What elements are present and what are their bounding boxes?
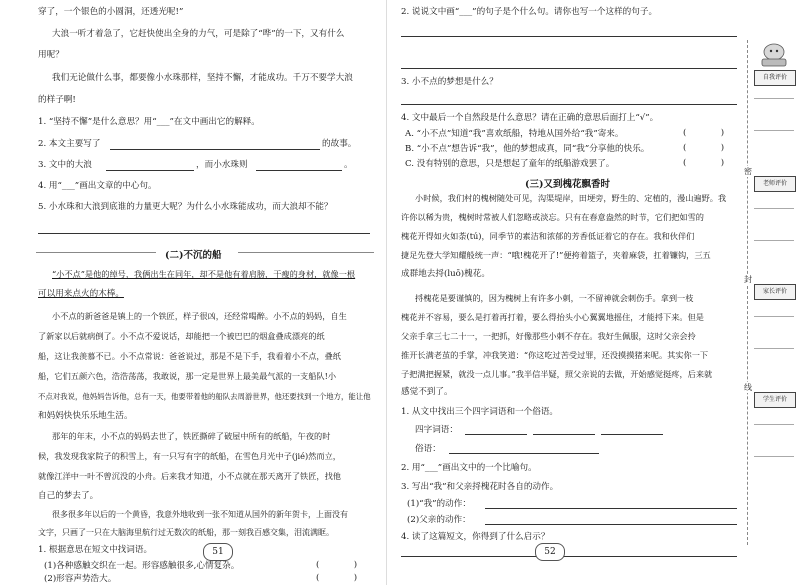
question-suffix: 的故事。 (322, 139, 357, 149)
sidebar-rule (754, 424, 794, 425)
answer-line[interactable] (401, 36, 737, 37)
story-line: 捷足先登大学知耀般统一声：“哦!槐花开了!”便挎着篮子，夹着麻袋，扛着镰钩，三五 (401, 250, 711, 260)
story-line: 文字，只画了一只在大脑海里航行过无数次的纸船，那一刻我百感交集，泪流满眶。 (38, 528, 334, 537)
question-item: (1)各种感触交织在一起。形容感触很多,心情复杂。 (44, 561, 240, 571)
story-line: 那年的年末，小不点的妈妈去世了，铁匠撕碎了破屋中所有的纸船，午夜的时 (52, 431, 331, 441)
question: 2. 本文主要写了 (38, 139, 101, 149)
answer-paren[interactable]: ( ) (316, 560, 358, 570)
answer-line[interactable] (38, 233, 370, 234)
question-label: 四字词语： (415, 425, 458, 435)
answer-line[interactable] (533, 434, 595, 435)
page-number: 51 (203, 543, 233, 561)
question: 3. 文中的大浪 (38, 160, 92, 170)
story-line: 候，我发现我家院子的积雪上，有一只写有字的纸船，在雪色月光中子(jié)然而立， (38, 451, 341, 461)
answer-line[interactable] (256, 170, 342, 171)
check-paren-c[interactable]: ( ) (683, 158, 725, 168)
story-line: 父亲手拿三七二十一，一把抓，好像那些小刺不存在。我好生佩服，这时父亲会拎 (401, 331, 696, 341)
question: 4. 文中最后一个自然段是什么意思？请在正确的意思后面打上“√”。 (401, 113, 659, 123)
question-label: (2)父亲的动作： (407, 515, 471, 525)
sidebar-rule (754, 98, 794, 99)
question: 2. 说说文中画“___”的句子是个什么句。请你也写一个这样的句子。 (401, 7, 658, 17)
story-line: “小不点”是他的绰号，我俩出生在同年，却不是他有着肩膀，干瘦的身材，就像一根 (52, 269, 356, 279)
story-line: 我们无论做什么事，都要像小水珠那样，坚持不懈，才能成功。千万不要学大浪 (52, 73, 353, 83)
question: 3. 写出“我”和父亲捋槐花时各自的动作。 (401, 482, 559, 492)
question: 4. 用“___”画出文章的中心句。 (38, 181, 157, 191)
story-line: 槐花并不容易，要么是打着再打着，要么得抬头小心翼翼地摇住，才能捋下来。但是 (401, 312, 704, 322)
story-line: 穿了，一个银色的小圆洞，还透光呢!” (38, 7, 184, 17)
sidebar-rule (754, 348, 794, 349)
question-label: (1)“我”的动作： (407, 499, 471, 509)
story-line: 了新家以后就病倒了。小不点不爱说话，却能把一个被巴巴的烟盒叠成漂亮的纸 (38, 331, 325, 341)
story-line: 用呢？ (38, 50, 64, 60)
question-suffix: 。 (344, 160, 353, 170)
section-title: (二)不沉的船 (165, 250, 222, 261)
story-line: 可以用来点火的木棒。 (38, 289, 124, 299)
question: 1. “坚持不懈”是什么意思？用“___”在文中画出它的解释。 (38, 117, 260, 127)
page-number: 52 (535, 543, 565, 561)
story-line: 捋槐花是要谨慎的，因为槐树上有许多小刺，一不留神就会刺伤手。拿到一枝 (415, 293, 694, 303)
story-line: 的样子啊! (38, 95, 76, 105)
answer-line[interactable] (449, 453, 599, 454)
story-line: 不点对我说，他妈妈告诉他，总有一天，他要带着他的船队去周游世界，他还要找到一个地方，能让他 (38, 392, 371, 401)
question: 1. 根据意思在短文中找词语。 (38, 545, 153, 555)
sidebar-rule (754, 316, 794, 317)
self-eval-box: 自我评价 (754, 70, 796, 86)
story-line: 就像江洋中一叶不曾沉没的小舟。后来我才知道，小不点就在那天离开了铁匠，找他 (38, 471, 341, 481)
question-part: ，而小水珠则 (196, 160, 248, 170)
answer-line[interactable] (401, 104, 737, 105)
question: 2. 用“___”画出文中的一个比喻句。 (401, 463, 537, 473)
seal-char: 密 (744, 167, 752, 176)
story-line: 自己的梦去了。 (38, 491, 99, 501)
story-line: 很多很多年以后的一个黄昏，我意外地收到一张不知道从国外的新年贺卡，上面没有 (52, 510, 348, 519)
option-a: A. “小不点”知道“我”喜欢纸船，特地从国外给“我”寄来。 (405, 129, 624, 139)
gutter-divider (386, 0, 387, 585)
option-c: C. 没有特别的意思，只是想起了童年的纸船游戏罢了。 (405, 159, 615, 169)
title-rule (36, 252, 156, 253)
story-line: 船，它们五颜六色，浩浩荡荡，我敢说，那一定是世界上最美最气派的一支船队!小 (38, 371, 337, 381)
right-page (393, 0, 743, 585)
seal-char: 线 (744, 383, 752, 392)
parent-eval-box: 家长评价 (754, 284, 796, 300)
sidebar-rule (754, 130, 794, 131)
teacher-eval-box: 老师评价 (754, 176, 796, 192)
question-label: 俗语： (415, 444, 441, 454)
left-page (0, 0, 382, 585)
story-line: 许你以稀为贵，槐树时常被人们忽略或淡忘。只有在春意盎然的时节，它们把如雪的 (401, 212, 704, 222)
student-eval-box: 学生评价 (754, 392, 796, 408)
sidebar-rule (754, 240, 794, 241)
sidebar-rule (754, 456, 794, 457)
story-line: 小不点的新爸爸是镇上的一个铁匠，样子很凶，还经常喝醉。小不点的妈妈，自生 (52, 311, 347, 321)
seal-char: 封 (744, 275, 752, 284)
answer-line[interactable] (106, 170, 194, 171)
story-line: 和妈妈快快乐乐地生活。 (38, 411, 133, 421)
question: 3. 小不点的梦想是什么？ (401, 77, 498, 87)
check-paren-b[interactable]: ( ) (683, 143, 725, 153)
answer-line[interactable] (601, 434, 663, 435)
question: 1. 从文中找出三个四字词语和一个俗语。 (401, 407, 559, 417)
story-line: 大浪一听才着急了，它赶快使出全身的力气，可是除了“哗”的一下，又有什么 (52, 29, 345, 39)
answer-line[interactable] (401, 68, 737, 69)
title-rule (238, 252, 374, 253)
sidebar (744, 40, 800, 545)
answer-line[interactable] (401, 556, 737, 557)
answer-line[interactable] (485, 524, 737, 525)
answer-paren[interactable]: ( ) (316, 573, 358, 583)
question: 5. 小水珠和大浪到底谁的力量更大呢？为什么小水珠能成功，而大浪却不能？ (38, 202, 333, 212)
option-b: B. “小不点”想告诉“我”，他的梦想成真，同“我”分享他的快乐。 (405, 144, 650, 154)
question: 4. 读了这篇短文，你得到了什么启示？ (401, 532, 550, 542)
story-line: 感觉不到了。 (401, 387, 453, 397)
story-line: 成群地去捋(luō)槐花。 (401, 269, 490, 279)
section-title: (三)又到槐花飘香时 (525, 179, 610, 190)
answer-line[interactable] (485, 508, 737, 509)
story-line: 船，这让我羡慕不已。小不点常说：爸爸说过，那是不是下手，我看着小不点，叠纸 (38, 351, 341, 361)
check-paren-a[interactable]: ( ) (683, 128, 725, 138)
answer-line[interactable] (110, 149, 320, 150)
question-item: (2)形容声势浩大。 (44, 574, 117, 584)
story-line: 子把满把握紧，就没一点儿事。”我半信半疑，照父亲说的去做，开始感觉挺疼，后来就 (401, 369, 713, 379)
sidebar-rule (754, 208, 794, 209)
story-line: 小时候，我们村的槐树随处可见，沟渠堤岸，田埂旁，野生的、定植的，漫山遍野。我 (415, 193, 727, 203)
story-line: 推开长满老茧的手掌，冲我笑道：“你这吃过苦受过罪，还没摸摸猪来呢。其实你一下 (401, 350, 709, 360)
story-line: 槐花开得如火如荼(tú)，同季节的素洁和浓郁的芳香低证着它的存在。我和伙伴们 (401, 231, 695, 241)
answer-line[interactable] (465, 434, 527, 435)
